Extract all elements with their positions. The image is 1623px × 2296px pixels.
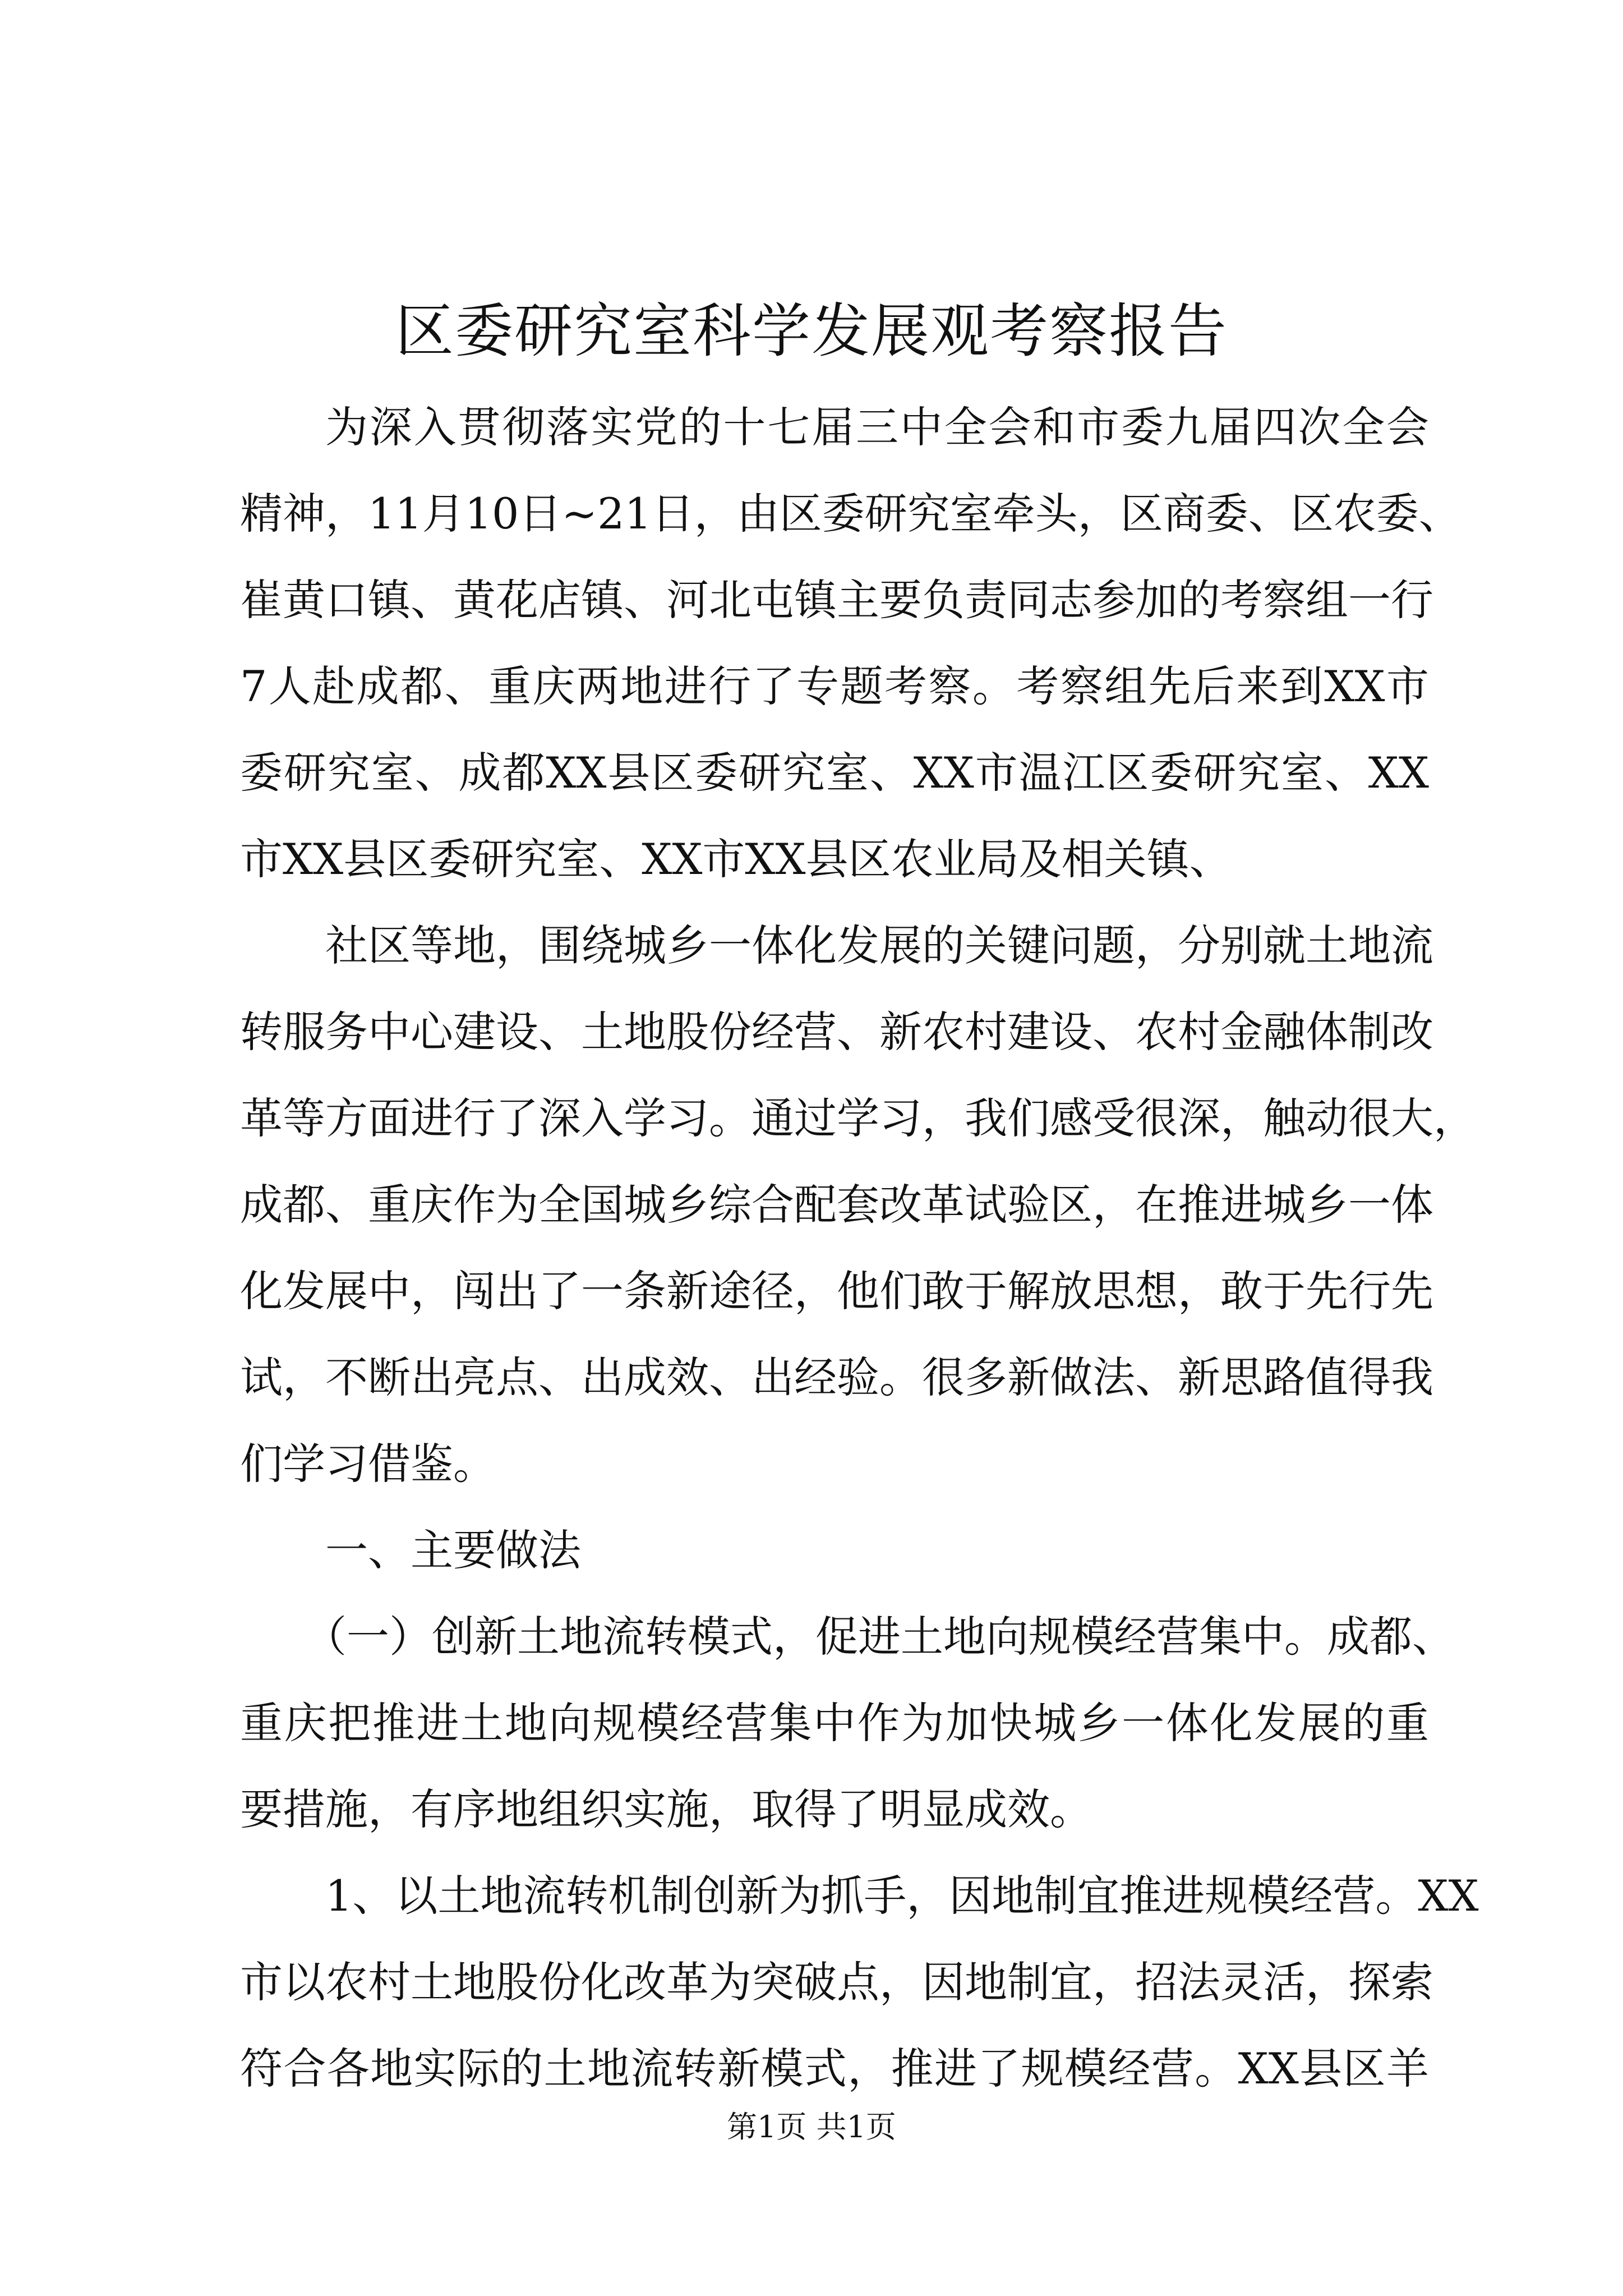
document-body (240, 384, 1479, 2112)
paragraph-line: 委研究室、成都XX县区委研究室、XX市温江区委研究室、XX (240, 748, 1429, 798)
paragraph-line: 7人赴成都、重庆两地进行了专题考察。考察组先后来到XX市 (240, 661, 1429, 711)
paragraph-line: 们学习借鉴。 (240, 1439, 496, 1489)
paragraph-line: 试，不断出亮点、出成效、出经验。很多新做法、新思路值得我 (240, 1352, 1433, 1402)
section-heading: 一、主要做法 (325, 1525, 581, 1575)
paragraph-line: 成都、重庆作为全国城乡综合配套改革试验区，在推进城乡一体 (240, 1180, 1433, 1230)
paragraph-line: 符合各地实际的土地流转新模式，推进了规模经营。XX县区羊 (240, 2044, 1429, 2093)
paragraph-line: 崔黄口镇、黄花店镇、河北屯镇主要负责同志参加的考察组一行 (240, 575, 1433, 625)
paragraph-line: 革等方面进行了深入学习。通过学习，我们感受很深，触动很大， (240, 1093, 1476, 1143)
paragraph-line: 市XX县区委研究室、XX市XX县区农业局及相关镇、 (240, 834, 1232, 884)
paragraph-line: 社区等地，围绕城乡一体化发展的关键问题，分别就土地流 (325, 921, 1433, 970)
paragraph-line: （一）创新土地流转模式，促进土地向规模经营集中。成都、 (304, 1612, 1455, 1662)
paragraph-line: 要措施，有序地组织实施，取得了明显成效。 (240, 1784, 1092, 1834)
paragraph-line: 精神，11月10日~21日，由区委研究室牵头，区商委、区农委、 (240, 489, 1461, 539)
paragraph-line: 为深入贯彻落实党的十七届三中全会和市委九届四次全会 (325, 402, 1429, 452)
paragraph-line: 转服务中心建设、土地股份经营、新农村建设、农村金融体制改 (240, 1007, 1433, 1057)
paragraph-line: 市以农村土地股份化改革为突破点，因地制宜，招法灵活，探索 (240, 1957, 1433, 2007)
paragraph-line: 重庆把推进土地向规模经营集中作为加快城乡一体化发展的重 (240, 1698, 1429, 1748)
page-footer: 第1页 共1页 (727, 2109, 896, 2145)
paragraph-line: 化发展中，闯出了一条新途径，他们敢于解放思想，敢于先行先 (240, 1266, 1433, 1316)
paragraph-line: 1、以土地流转机制创新为抓手，因地制宜推进规模经营。XX (325, 1871, 1479, 1921)
document-title: 区委研究室科学发展观考察报告 (395, 297, 1228, 365)
